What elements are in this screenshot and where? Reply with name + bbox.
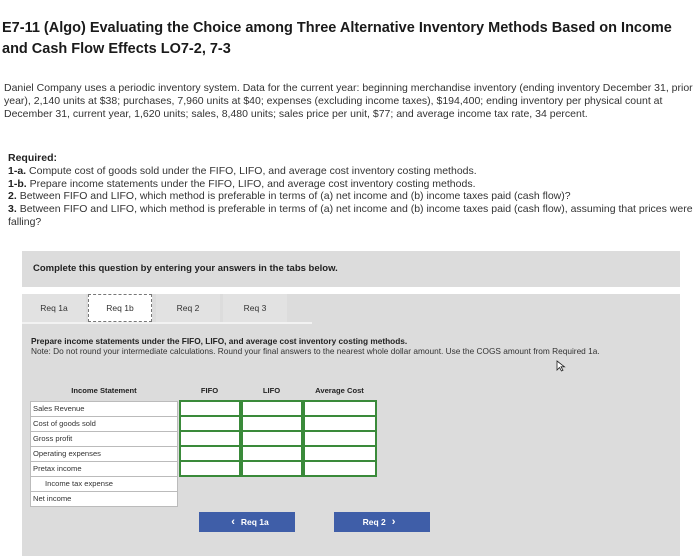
prev-req-button[interactable] [199, 512, 295, 532]
column-header-fifo: FIFO [180, 380, 240, 401]
row-label: Operating expenses [31, 446, 178, 461]
table-row [31, 431, 376, 446]
chevron-right-icon: › [391, 516, 396, 528]
lifo-input[interactable] [242, 446, 302, 461]
page-title: E7-11 (Algo) Evaluating the Choice among Three Alternative Inventory Methods Based on Income and Cash Flow Effects LO7-2, 7-3 [2, 20, 672, 57]
question-panel [22, 294, 680, 556]
tab-req-1a[interactable]: Req 1a [22, 294, 86, 322]
average-cost-input[interactable] [304, 461, 376, 476]
row-label: Income tax expense [31, 476, 178, 491]
column-header-average-cost: Average Cost [304, 380, 376, 401]
lifo-input[interactable] [242, 431, 302, 446]
required-item [8, 203, 698, 229]
row-label: Sales Revenue [31, 401, 178, 416]
tab-req-3[interactable]: Req 3 [223, 294, 287, 322]
table-row [31, 446, 376, 461]
required-item [8, 190, 698, 203]
required-item [8, 178, 698, 191]
instruction-banner [22, 251, 680, 287]
tab-divider [22, 322, 312, 324]
instruction-text: Complete this question by entering your answers in the tabs below. [33, 263, 338, 274]
lifo-input[interactable] [242, 416, 302, 431]
row-label: Net income [31, 491, 178, 506]
lifo-input[interactable] [242, 401, 302, 416]
table-row [31, 416, 376, 431]
table-row [31, 401, 376, 416]
mouse-pointer-icon [556, 360, 566, 372]
problem-description: Daniel Company uses a periodic inventory system. Data for the current year: beginning merchandise inventory (ending inventory December 31, prior year), 2,140 units at $38; purchases, 7,960 units at $40; expenses (excluding income taxes), $194,400; ending inventory per physical count at December 31, current year, 1,620 units; sales, 8,480 units; sales price per unit, $77; and average income tax rate, 34 percent. [4, 82, 693, 121]
required-item-number: 3. [8, 203, 17, 216]
required-item [8, 165, 698, 178]
next-req-label: Req 2 [362, 517, 386, 527]
average-cost-input[interactable] [304, 446, 376, 461]
fifo-input[interactable] [180, 431, 240, 446]
required-item-number: 1-b. [8, 177, 27, 190]
row-label: Pretax income [31, 461, 178, 476]
row-label: Cost of goods sold [31, 416, 178, 431]
prev-req-label: Req 1a [240, 517, 269, 527]
average-cost-input[interactable] [304, 401, 376, 416]
average-cost-input[interactable] [304, 416, 376, 431]
required-item-number: 1-a. [8, 164, 27, 177]
prompt-note: Note: Do not round your intermediate calculations. Round your final answers to the nearest whole dollar amount. Use the COGS amount from Required 1a. [31, 346, 600, 356]
tab-req-1b[interactable]: Req 1b [88, 294, 152, 322]
fifo-input[interactable] [180, 461, 240, 476]
required-item-number: 2. [8, 190, 17, 203]
fifo-input[interactable] [180, 401, 240, 416]
required-heading: Required: [8, 152, 58, 164]
column-header-lifo: LIFO [242, 380, 302, 401]
column-header-income-statement: Income Statement [31, 380, 178, 401]
table-header-row [31, 380, 376, 401]
required-section [8, 152, 698, 229]
chevron-left-icon: ‹ [231, 516, 235, 528]
next-req-button[interactable] [334, 512, 430, 532]
fifo-input[interactable] [180, 446, 240, 461]
prompt-main: Prepare income statements under the FIFO, LIFO, and average cost inventory costing methods. [31, 336, 408, 346]
tab-prompt [31, 336, 611, 356]
income-statement-table [30, 380, 377, 507]
lifo-input[interactable] [242, 461, 302, 476]
required-item-text: Between FIFO and LIFO, which method is preferable in terms of (a) net income and (b) income taxes paid (cash flow)? [19, 190, 571, 203]
table-row [31, 476, 376, 491]
fifo-input[interactable] [180, 416, 240, 431]
row-label: Gross profit [31, 431, 178, 446]
average-cost-input[interactable] [304, 431, 376, 446]
required-item-text: Compute cost of goods sold under the FIFO, LIFO, and average cost inventory costing methods. [29, 164, 477, 177]
tab-req-2[interactable]: Req 2 [156, 294, 220, 322]
required-item-text: Prepare income statements under the FIFO, LIFO, and average cost inventory costing methods. [29, 177, 476, 190]
table-row [31, 491, 376, 506]
table-row [31, 461, 376, 476]
required-item-text: Between FIFO and LIFO, which method is preferable in terms of (a) net income and (b) income taxes paid (cash flow), assuming that prices were falling? [8, 203, 693, 228]
